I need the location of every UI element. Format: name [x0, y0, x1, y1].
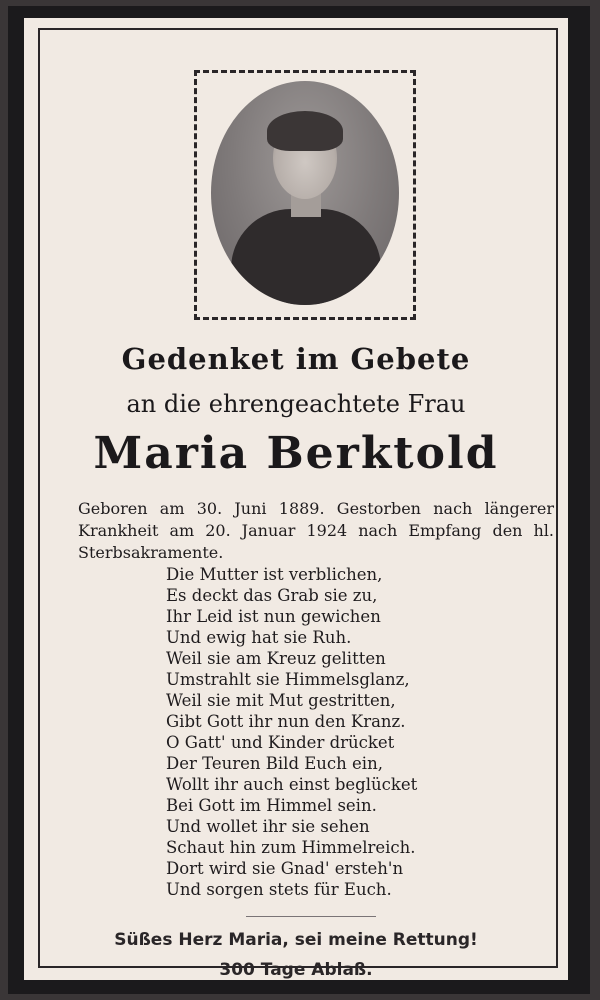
portrait-hair [267, 111, 343, 151]
poem-line: Gibt Gott ihr nun den Kranz. [166, 712, 406, 731]
deceased-name: Maria Berktold [93, 428, 499, 479]
poem-line: Und sorgen stets für Euch. [166, 880, 392, 899]
poem [166, 564, 486, 900]
portrait-photo [211, 81, 399, 305]
poem-line: Der Teuren Bild Euch ein, [166, 754, 383, 773]
poem-line: Und wollet ihr sie sehen [166, 817, 370, 836]
memorial-card [8, 6, 590, 994]
subheading: an die ehrengeachtete Frau [126, 390, 466, 418]
poem-line: Wollt ihr auch einst beglücket [166, 775, 418, 794]
poem-line: Umstrahlt sie Himmelsglanz, [166, 670, 410, 689]
biography-text: Geboren am 30. Juni 1889. Gestorben nach längerer Krankheit am 20. Januar 1924 nach Empfang den hl. Sterbsakramente. [78, 499, 554, 562]
photo-frame [194, 70, 416, 320]
poem-line: Ihr Leid ist nun gewichen [166, 607, 381, 626]
poem-line: Weil sie mit Mut gestritten, [166, 691, 396, 710]
divider-line [246, 916, 376, 917]
poem-line: Dort wird sie Gnad' ersteh'n [166, 859, 404, 878]
indulgence-line: 300 Tage Ablaß. [219, 960, 373, 980]
card-paper [24, 18, 568, 980]
poem-line: Die Mutter ist verblichen, [166, 565, 383, 584]
poem-line: Weil sie am Kreuz gelitten [166, 649, 386, 668]
poem-line: Bei Gott im Himmel sein. [166, 796, 377, 815]
heading: Gedenket im Gebete [121, 342, 471, 376]
poem-line: O Gatt' und Kinder drücket [166, 733, 395, 752]
prayer-line: Süßes Herz Maria, sei meine Rettung! [114, 930, 478, 950]
poem-line: Schaut hin zum Himmelreich. [166, 838, 416, 857]
portrait-dress [231, 209, 381, 305]
poem-line: Es deckt das Grab sie zu, [166, 586, 378, 605]
poem-line: Und ewig hat sie Ruh. [166, 628, 352, 647]
